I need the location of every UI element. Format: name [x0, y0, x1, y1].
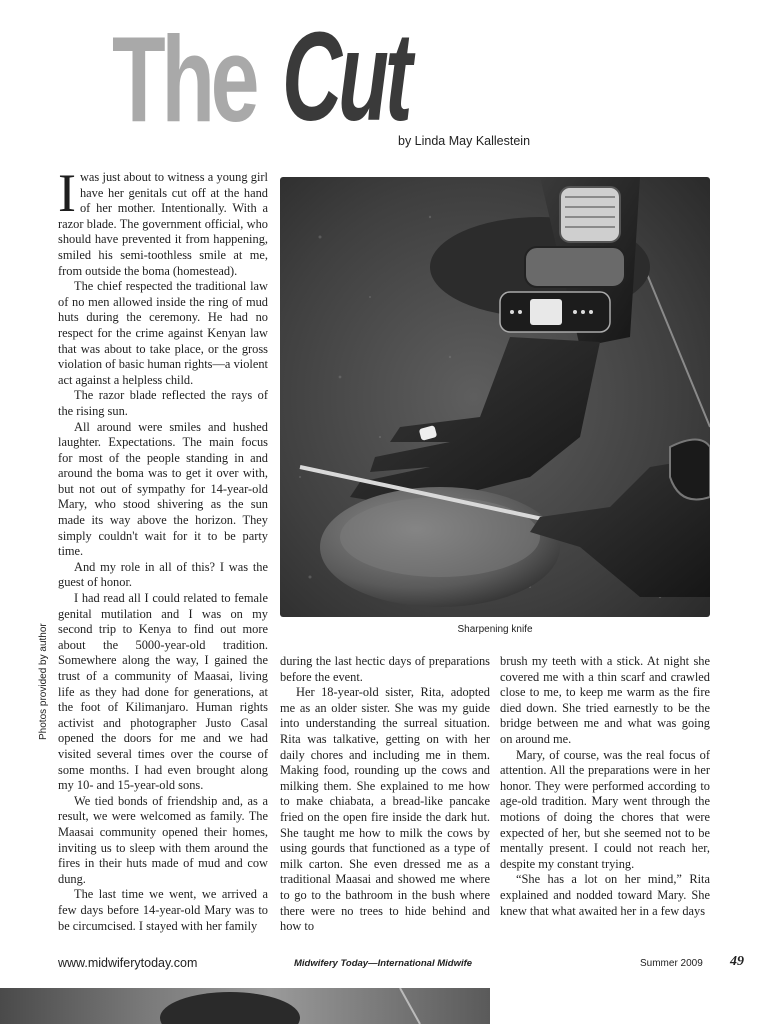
paragraph: was just about to witness a young girl have her genitals cut off at the hand of her mother. Intentionally. With a razor blade. The government official, who should have prevented it from happening, smiled his semi-toothless smile at me, from outside the boma (homestead).	[58, 170, 268, 278]
paragraph: The last time we went, we arrived a few days before 14-year-old Mary was to be circumcised. I stayed with her family	[58, 887, 268, 933]
paragraph: The razor blade reflected the rays of the rising sun.	[58, 388, 268, 418]
drop-cap: I	[58, 163, 76, 223]
paragraph: Mary, of course, was the real focus of attention. All the preparations were in her honor. They were performed according to age-old tradition. Mary went through the motions of doing the chores that were expected of her, but she seemed not to be mentally present. I could not reach her, despite my constant trying.	[500, 747, 710, 871]
byline: by Linda May Kallestein	[398, 134, 531, 148]
paragraph: brush my teeth with a stick. At night she covered me with a thin scarf and crawled close to me, to keep me warm as the fire died down. She tried earnestly to be the bridge between me and what was going on around me.	[500, 654, 710, 746]
page-number: 49	[730, 954, 744, 969]
article-column-1	[58, 163, 268, 934]
title-cut: Cut	[282, 6, 409, 147]
sharpening-knife-photo	[280, 177, 710, 617]
title-the: The	[112, 11, 256, 147]
footer-season: Summer 2009	[640, 958, 703, 969]
paragraph: Her 18-year-old sister, Rita, adopted me as an older sister. She was my guide into understanding the surreal situation. Rita was talkative, getting on with her daily chores and including me in them. Making food, rounding up the cows and milking them. She explained to me how to make chiabata, a bread-like pancake fried on the open fire inside the dark hut. She taught me how to milk the cows by using gourds that functioned as a type of milk carton. She even dressed me as a traditional Maasai and showed me where to go to the bathroom in the bush where there were no trees to hide behind and how to	[280, 685, 490, 934]
photo-credit: Photos provided by author	[38, 623, 49, 740]
paragraph: during the last hectic days of preparations before the event.	[280, 654, 490, 684]
article-column-3	[500, 654, 710, 919]
article-column-2	[280, 654, 490, 935]
photo-caption: Sharpening knife	[457, 624, 533, 635]
footer-website[interactable]: www.midwiferytoday.com	[58, 956, 198, 970]
bottom-photo-strip	[0, 988, 490, 1024]
paragraph: I had read all I could related to female genital mutilation and I was on my second trip to Kenya to find out more about the 5000-year-old tradition. Somewhere along the way, I gained the trust of a community of Maasai, living life as they had done for generations, at the foot of Kilimanjaro. Human rights activist and photographer Justo Casal opened the doors for me and we had visited several times over the course of some months. I had even brought along my 10- and 15-year-old sons.	[58, 591, 268, 793]
partial-photo	[0, 988, 490, 1024]
paragraph: All around were smiles and hushed laughter. Expectations. The main focus for most of the people standing in and around the boma was to get it over with, but not out of sympathy for 14-year-old Mary, who stood shivering as the sun made its way above the horizon. They simply couldn't wait for it to be party time.	[58, 419, 268, 559]
paragraph: “She has a lot on her mind,” Rita explained and nodded toward Mary. She knew that what awaited her in a few days	[500, 872, 710, 918]
main-photo	[280, 177, 710, 617]
footer-publication: Midwifery Today—International Midwife	[294, 958, 473, 969]
paragraph: And my role in all of this? I was the guest of honor.	[58, 559, 268, 590]
paragraph: We tied bonds of friendship and, as a result, we were welcomed as family. The Maasai community opened their homes, inviting us to sleep with them around the fires in their huts made of mud and cow dung.	[58, 793, 268, 886]
paragraph: The chief respected the traditional law of no men allowed inside the ring of mud huts during the ceremony. He had no respect for the crime against Kenyan law that was about to take place, or the gross violation of basic human rights—a violent act against a helpless child.	[58, 279, 268, 387]
